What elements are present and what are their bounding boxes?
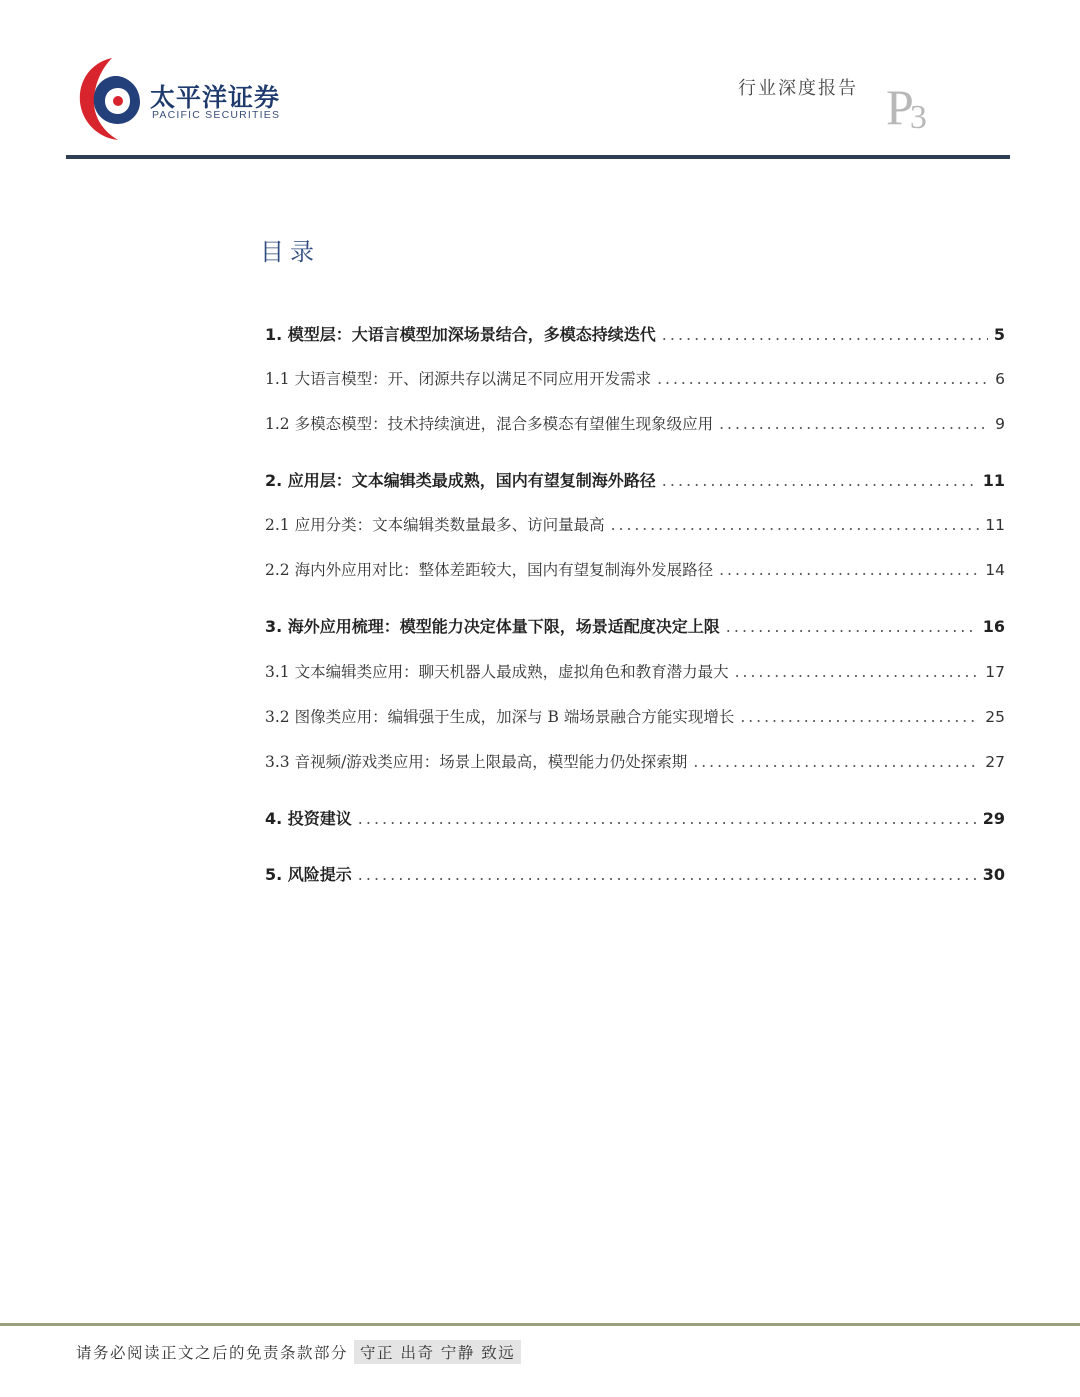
toc-entry[interactable]	[265, 412, 1005, 434]
toc-leader-dots	[358, 865, 977, 884]
toc-entry-title: 1.1 大语言模型：开、闭源共存以满足不同应用开发需求	[265, 370, 652, 388]
toc-entry[interactable]	[265, 322, 1005, 345]
toc-entry[interactable]	[265, 750, 1005, 772]
page-number-mark	[886, 79, 927, 136]
footer-divider	[0, 1323, 1080, 1326]
toc-entry-title: 3.3 音视频/游戏类应用：场景上限最高，模型能力仍处探索期	[265, 753, 688, 771]
toc-leader-dots	[726, 617, 977, 636]
toc-leader-dots	[662, 325, 988, 344]
toc-entry-page: 14	[985, 561, 1005, 579]
toc-leader-dots	[358, 809, 977, 828]
toc-entry-page: 16	[982, 617, 1005, 636]
brand-name-en: PACIFIC SECURITIES	[152, 109, 281, 121]
toc-entry[interactable]	[265, 468, 1005, 491]
toc-entry-page: 5	[993, 325, 1005, 344]
toc-entry-title: 1.2 多模态模型：技术持续演进，混合多模态有望催生现象级应用	[265, 415, 714, 433]
toc-entry-title: 3.1 文本编辑类应用：聊天机器人最成熟，虚拟角色和教育潜力最大	[265, 663, 729, 681]
toc-entry-title: 2.2 海内外应用对比：整体差距较大，国内有望复制海外发展路径	[265, 561, 714, 579]
toc-entry[interactable]	[265, 806, 1005, 829]
toc-entry-page: 17	[985, 663, 1005, 681]
toc-title: 目录	[260, 238, 320, 266]
toc-entry-page: 30	[982, 865, 1005, 884]
brand-name-cn: 太平洋证券	[150, 83, 281, 112]
toc-leader-dots	[719, 415, 989, 433]
page-number: 3	[909, 99, 927, 136]
toc-entry[interactable]	[265, 513, 1005, 535]
toc-leader-dots	[693, 753, 979, 771]
page-letter: P	[886, 79, 914, 135]
toc-entry-title: 2.1 应用分类：文本编辑类数量最多、访问量最高	[265, 516, 605, 534]
toc-entry[interactable]	[265, 367, 1005, 389]
toc-entry-page: 25	[985, 708, 1005, 726]
toc-entry-page: 29	[982, 809, 1005, 828]
toc-entry-page: 9	[995, 415, 1005, 433]
toc-entry-title: 2. 应用层：文本编辑类最成熟，国内有望复制海外路径	[265, 471, 656, 490]
toc-entry[interactable]	[265, 705, 1005, 727]
toc-leader-dots	[657, 370, 989, 388]
toc-entry-title: 3.2 图像类应用：编辑强于生成，加深与 B 端场景融合方能实现增长	[265, 708, 735, 726]
toc-entry[interactable]	[265, 862, 1005, 885]
toc-leader-dots	[735, 663, 980, 681]
toc-entry-page: 6	[995, 370, 1005, 388]
toc-leader-dots	[719, 561, 979, 579]
toc-entry-title: 5. 风险提示	[265, 865, 352, 884]
header-divider	[66, 155, 1010, 159]
toc-entry-page: 11	[985, 516, 1005, 534]
pacific-securities-logo-icon	[74, 54, 146, 142]
toc-entry-title: 4. 投资建议	[265, 809, 352, 828]
toc-entry-page: 11	[982, 471, 1005, 490]
toc-leader-dots	[611, 516, 980, 534]
toc-leader-dots	[662, 471, 977, 490]
toc-entry[interactable]	[265, 660, 1005, 682]
toc-leader-dots	[740, 708, 979, 726]
footer	[76, 1340, 521, 1364]
report-type-label: 行业深度报告	[738, 78, 858, 99]
footer-motto: 守正 出奇 宁静 致远	[354, 1340, 521, 1364]
toc-entry[interactable]	[265, 614, 1005, 637]
toc-entry-title: 3. 海外应用梳理：模型能力决定体量下限，场景适配度决定上限	[265, 617, 720, 636]
toc-entry-page: 27	[985, 753, 1005, 771]
footer-disclaimer: 请务必阅读正文之后的免责条款部分	[76, 1344, 349, 1362]
page-header	[0, 0, 1080, 170]
toc-entry[interactable]	[265, 558, 1005, 580]
toc-entry-title: 1. 模型层：大语言模型加深场景结合，多模态持续迭代	[265, 325, 656, 344]
